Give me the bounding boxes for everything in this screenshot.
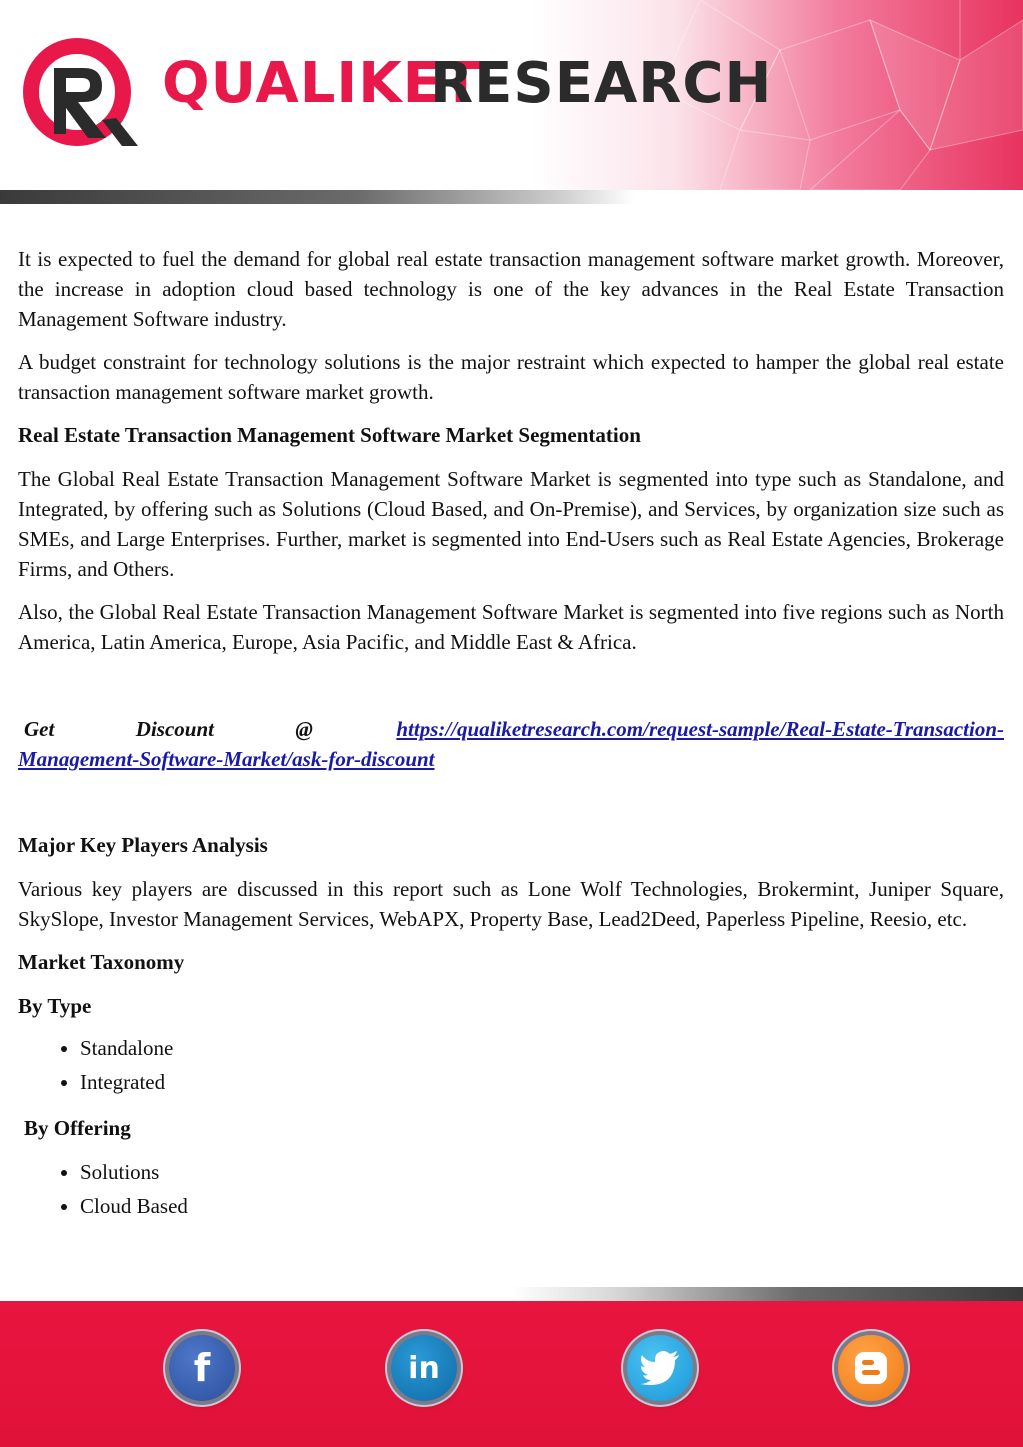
- linkedin-glyph: in: [408, 1350, 440, 1386]
- list-item: • Cloud Based: [80, 1189, 1004, 1223]
- heading-by-type: By Type: [18, 994, 92, 1018]
- qr-logo-icon: [22, 34, 142, 154]
- linkedin-icon[interactable]: [391, 1335, 457, 1401]
- heading-segmentation: Real Estate Transaction Management Software Market Segmentation: [18, 423, 641, 447]
- list-by-offering: [18, 1155, 1004, 1223]
- paragraph-segmentation: The Global Real Estate Transaction Management Software Market is segmented into type such as Standalone, and Integrated, by offering such as Solutions (Cloud Based, and On-Premise), and Services, by organization size such as SMEs, and Large Enterprises. Further, market is segmented into End-Users such as Real Estate Agencies, Brokerage Firms, and Others.: [18, 467, 1004, 581]
- discount-line: [18, 714, 1004, 774]
- header-divider: [0, 190, 1023, 204]
- header-banner: [0, 0, 1023, 190]
- heading-key-players: Major Key Players Analysis: [18, 833, 268, 857]
- facebook-icon[interactable]: [169, 1335, 235, 1401]
- list-item: • Integrated: [80, 1065, 1004, 1099]
- twitter-bird-icon: [640, 1351, 680, 1385]
- paragraph-restraint: A budget constraint for technology solutions is the major restraint which expected to hamper the global real estate transaction management software market growth.: [18, 350, 1004, 404]
- logo-word-qualiket: QUALIKET: [162, 51, 482, 116]
- blogger-b-icon: [853, 1350, 889, 1386]
- facebook-glyph: f: [193, 1346, 211, 1390]
- company-logo: [22, 34, 773, 154]
- twitter-icon[interactable]: [627, 1335, 693, 1401]
- list-by-type: [18, 1031, 1004, 1099]
- footer-divider: [0, 1287, 1023, 1301]
- heading-market-taxonomy: Market Taxonomy: [18, 950, 185, 974]
- footer-banner: [0, 1301, 1023, 1447]
- heading-by-offering: By Offering: [24, 1116, 131, 1140]
- blogger-icon[interactable]: [838, 1335, 904, 1401]
- list-item: • Solutions: [80, 1155, 1004, 1189]
- paragraph-intro: It is expected to fuel the demand for global real estate transaction management software market growth. Moreover, the increase in adoption cloud based technology is one of the key advances in the Real Estate Transaction Management Software industry.: [18, 247, 1004, 331]
- paragraph-key-players: Various key players are discussed in this report such as Lone Wolf Technologies, Brokermint, Juniper Square, SkySlope, Investor Management Services, WebAPX, Property Base, Lead2Deed, Paperless Pipeline, Reesio, etc.: [18, 877, 1004, 931]
- document-body: [18, 244, 1004, 1223]
- logo-word-research: RESEARCH: [430, 51, 773, 116]
- discount-link[interactable]: https://qualiketresearch.com/request-sample/Real-Estate-Transaction-Management-Software-Market/ask-for-discount: [18, 717, 1005, 771]
- paragraph-regions: Also, the Global Real Estate Transaction Management Software Market is segmented into five regions such as North America, Latin America, Europe, Asia Pacific, and Middle East & Africa.: [18, 600, 1004, 654]
- discount-label: Get Discount @: [24, 717, 313, 741]
- list-item: • Standalone: [80, 1031, 1004, 1065]
